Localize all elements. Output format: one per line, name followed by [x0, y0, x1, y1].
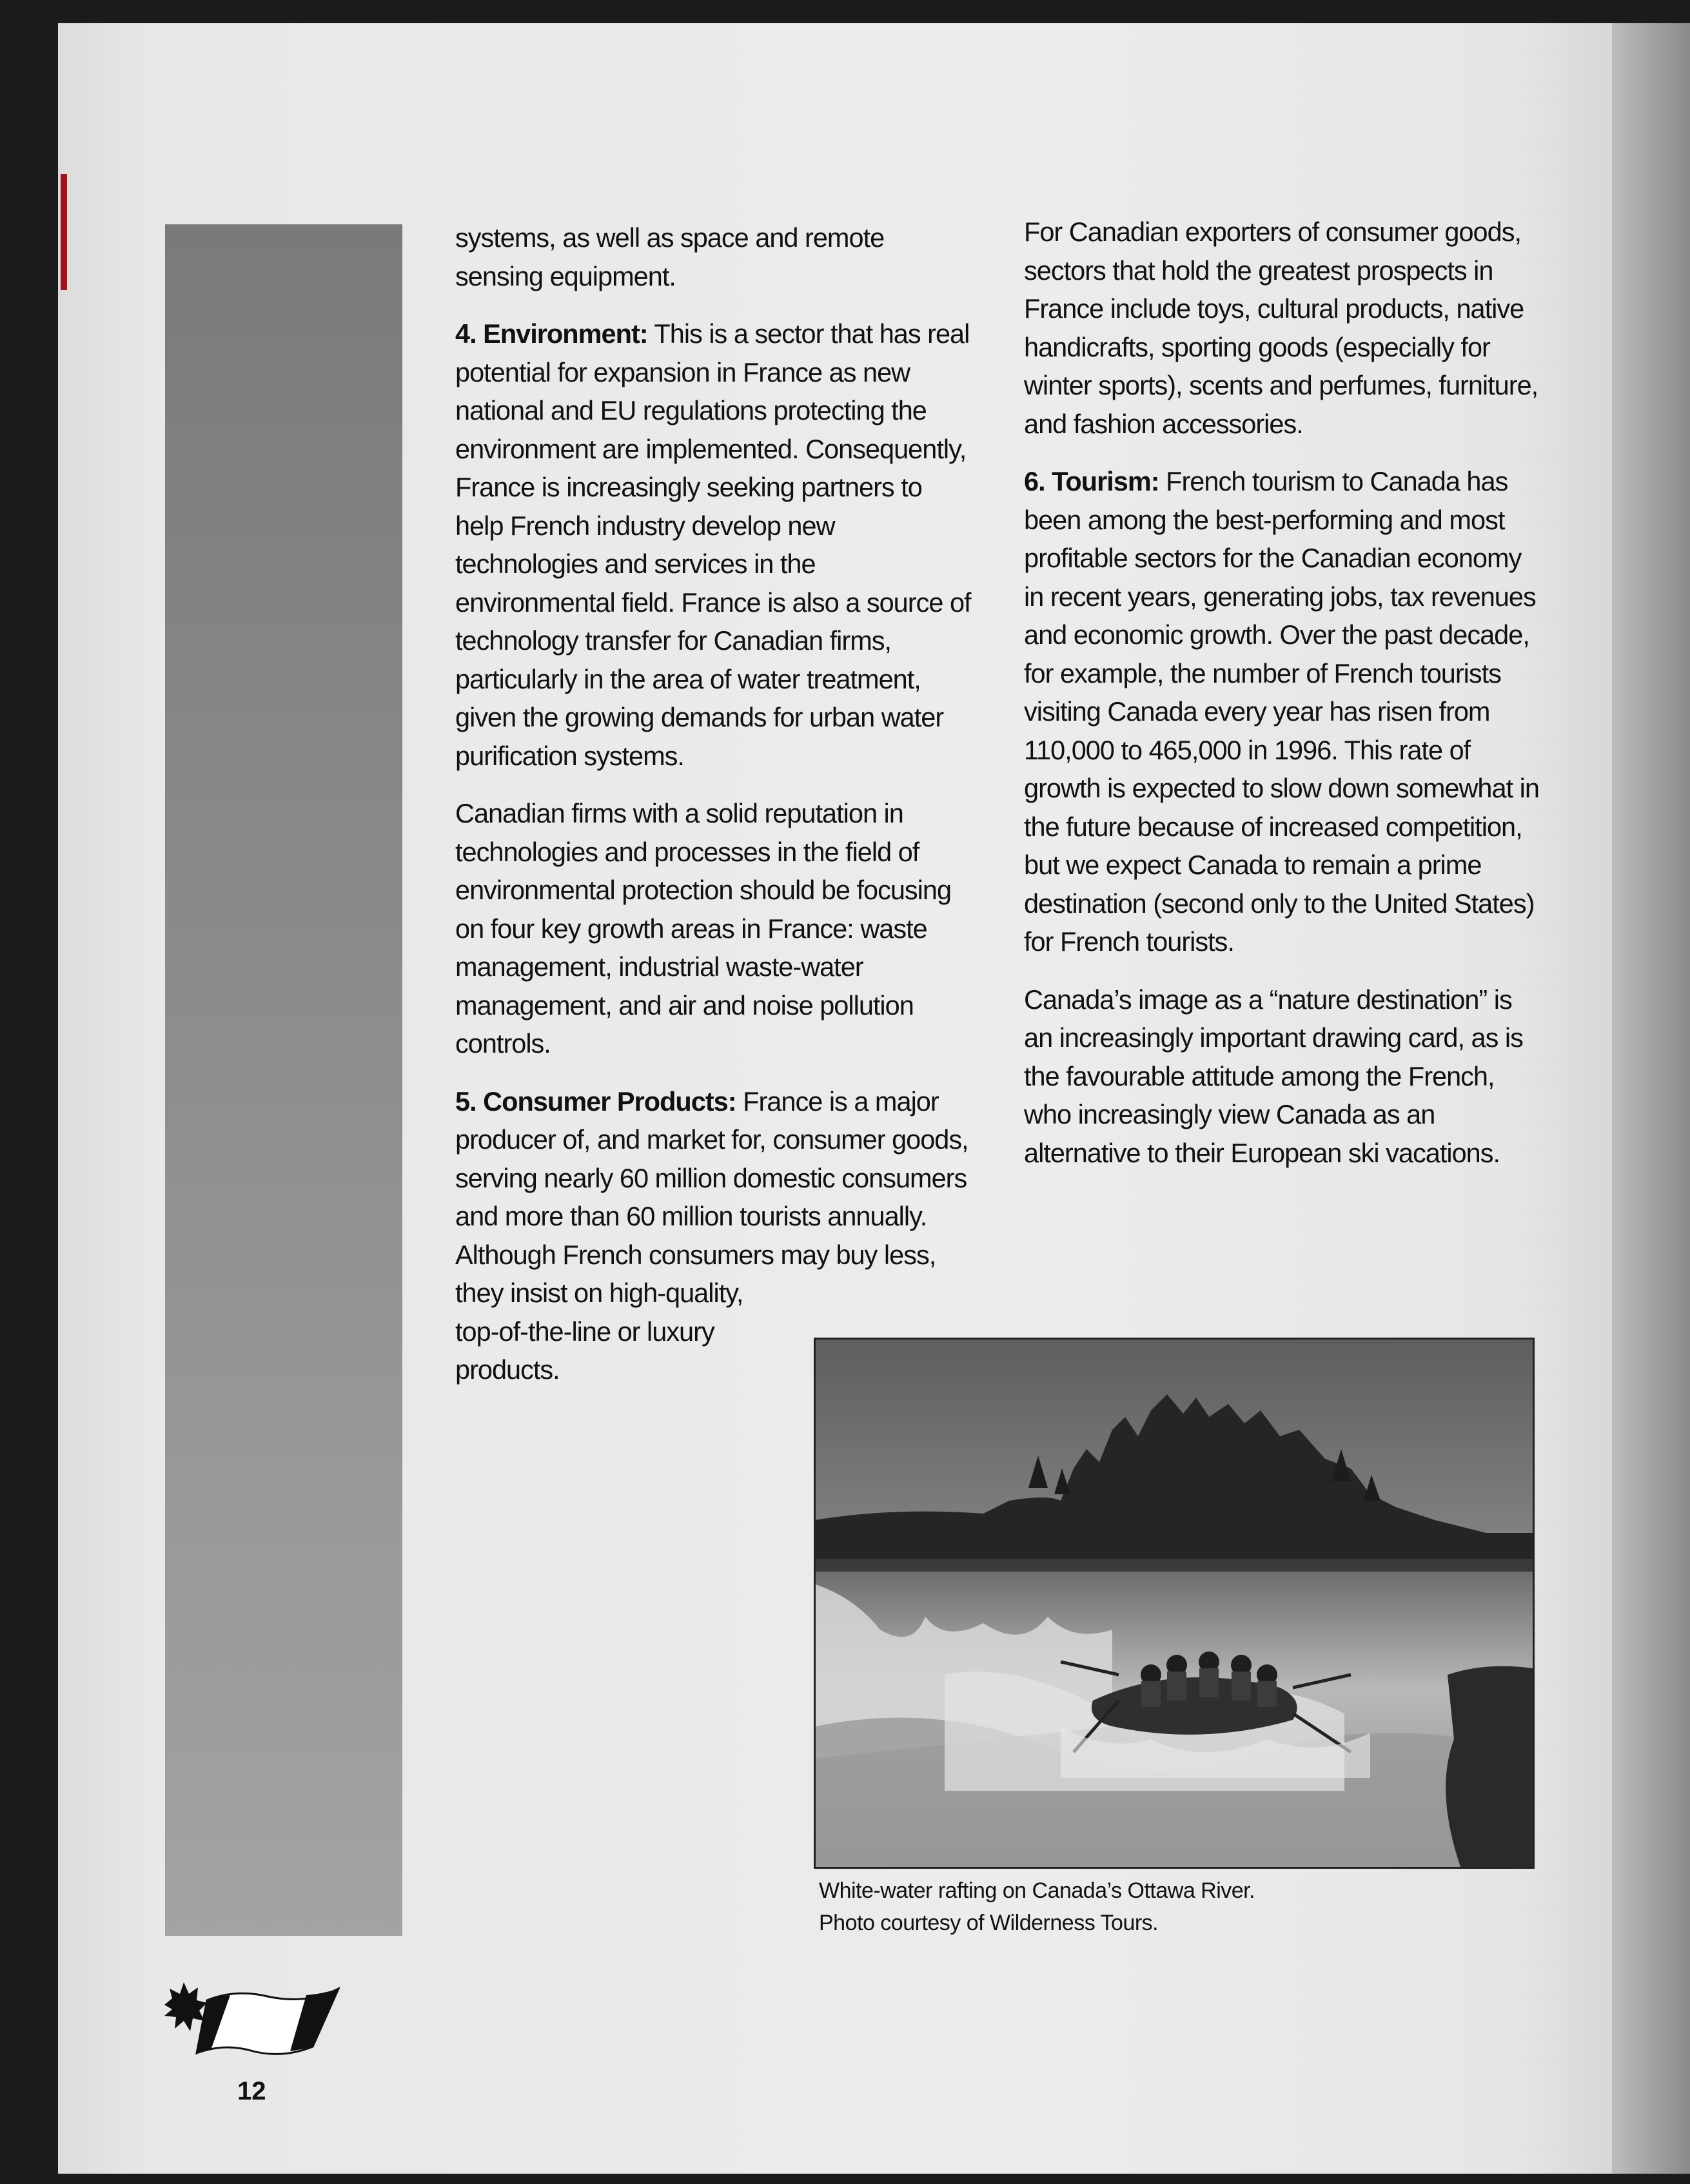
paragraph	[1024, 980, 1546, 1173]
column-right	[1024, 213, 1546, 1191]
section-heading: 5. Consumer Products:	[455, 1086, 736, 1116]
page-number: 12	[237, 2077, 266, 2105]
paragraph-text: This is a sector that has real potential for expansion in France as new national and EU regulations protecting the environment are implemented. Consequently, France is increasingly seeking partners to help French industry develop new technologies and services in the environmental field. France is also a source of technology transfer for Canadian firms, particularly in the area of water treatment, given the growing demands for urban water purification systems.	[455, 318, 971, 771]
paragraph-text: systems, as well as space and remote sensing equipment.	[455, 222, 885, 291]
paragraph	[455, 219, 971, 295]
rafting-photo-image	[816, 1340, 1533, 1867]
paragraph-text: France is a major producer of, and market for, consumer goods, serving nearly 60 million domestic consumers and more than 60 million tourists annually. Although French consumers may buy less,	[455, 1086, 968, 1270]
paragraph	[455, 794, 971, 1063]
section-heading: 4. Environment:	[455, 318, 648, 349]
caption-line: White-water rafting on Canada’s Ottawa River.	[819, 1878, 1255, 1903]
paragraph	[455, 1082, 971, 1274]
paragraph-text: Canada’s image as a “nature destination” is an increasingly important drawing card, as is the favourable attitude among the French, who increasingly view Canada as an alternative to their European ski vacations.	[1024, 984, 1523, 1168]
side-bar	[165, 224, 402, 1936]
section-heading: 6. Tourism:	[1024, 466, 1159, 496]
paragraph	[1024, 462, 1546, 961]
paragraph-wrap-text: they insist on high-quality, top-of-the-line or luxury products.	[455, 1278, 743, 1385]
column-left	[455, 219, 971, 1389]
paragraph	[1024, 213, 1546, 443]
paragraph-text: Canadian firms with a solid reputation in technologies and processes in the field of environmental protection should be focusing on four key growth areas in France: waste management, industrial waste-water management, and air and noise pollution controls.	[455, 798, 952, 1058]
paragraph-text: French tourism to Canada has been among the best-performing and most profitable sectors for the Canadian economy in recent years, generating jobs, tax revenues and economic growth. Over the past decade, for example, the number of French tourists visiting Canada every year has risen from 110,000 to 465,000 in 1996. This rate of growth is expected to slow down somewhat in the future because of increased competition, but we expect Canada to remain a prime destination (second only to the United States) for French tourists.	[1024, 466, 1539, 957]
caption-line: Photo courtesy of Wilderness Tours.	[819, 1911, 1159, 1935]
page-edge-shadow	[1612, 23, 1690, 2174]
paragraph-text: For Canadian exporters of consumer goods, sectors that hold the greatest prospects in France include toys, cultural products, native handicrafts, sporting goods (especially for winter sports), scents and perfumes, furniture, and fashion accessories.	[1024, 217, 1538, 439]
canada-france-flag-logo-icon	[158, 1969, 345, 2079]
photo-caption	[819, 1875, 1464, 1939]
paragraph	[455, 315, 971, 775]
accent-tab	[61, 174, 67, 290]
rafting-photo	[814, 1338, 1535, 1869]
